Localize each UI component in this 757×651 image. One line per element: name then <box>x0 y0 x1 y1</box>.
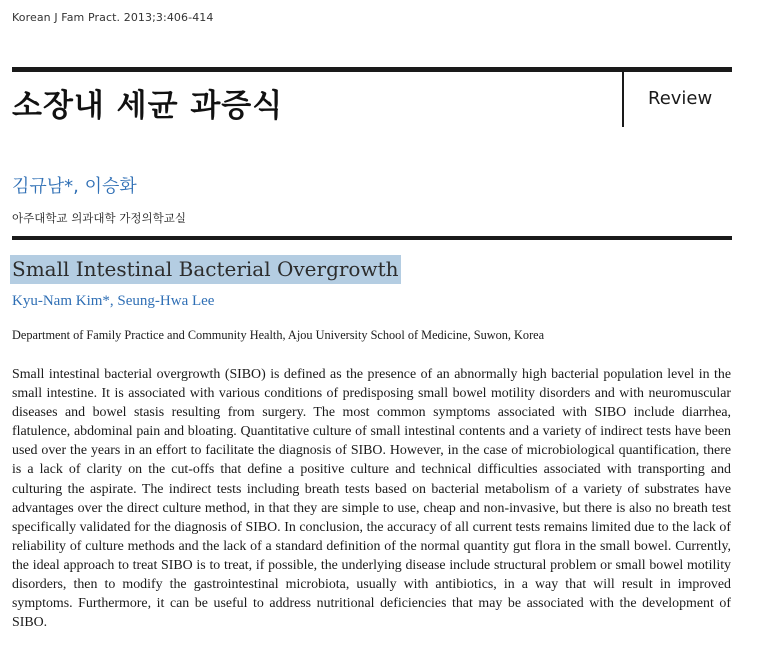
korean-title: 소장내 세균 과증식 <box>12 88 284 124</box>
title-divider <box>622 72 624 127</box>
journal-reference: Korean J Fam Pract. 2013;3:406-414 <box>12 11 214 24</box>
english-authors: Kyu-Nam Kim*, Seung-Hwa Lee <box>12 293 215 309</box>
english-title[interactable]: Small Intestinal Bacterial Overgrowth <box>10 255 401 284</box>
abstract-text: Small intestinal bacterial overgrowth (SIBO) is defined as the presence of an abnormally high bacterial population level in the small intestine. It is associated with various conditions of predisposing small bowel motility disorders and with neuromuscular diseases and bowel stasis resulting from surgery. The most common symptoms associated with SIBO include diarrhea, flatulence, abdominal pain and bloating. Quantitative culture of small intestinal contents and a variety of indirect tests have been used over the years in an effort to facilitate the diagnosis of SIBO. However, in the case of microbiological quantification, there is a lack of clarity on the cut-offs that define a positive culture and technical difficulties associated with transporting and culturing the aspirate. The indirect tests including breath tests based on bacterial metabolism of a variety of substrates have advantages over the direct culture method, in that they are simple to use, cheap and non-invasive, but there is also no breath test specifically validated for the diagnosis of SIBO. In conclusion, the accuracy of all current tests remains limited due to the lack of reliability of culture methods and the lack of a standard definition of the normal quantity gut flora in the small bowel. Currently, the ideal approach to treat SIBO is to treat, if possible, the underlying disease include structural problem or small bowel motility disorders, then to modify the gastrointestinal microbiota, usually with antibiotics, in a way that will result in improved symptoms. Furthermore, it can be useful to address nutritional deficiencies that may be associated with the development of SIBO. <box>12 367 731 631</box>
korean-affiliation: 아주대학교 의과대학 가정의학교실 <box>12 211 186 225</box>
section-rule <box>12 236 732 240</box>
english-affiliation: Department of Family Practice and Community Health, Ajou University School of Medicine, Suwon, Korea <box>12 328 545 342</box>
article-type-label: Review <box>648 88 713 109</box>
korean-authors: 김규남*, 이승화 <box>12 176 137 197</box>
top-rule <box>12 67 732 72</box>
